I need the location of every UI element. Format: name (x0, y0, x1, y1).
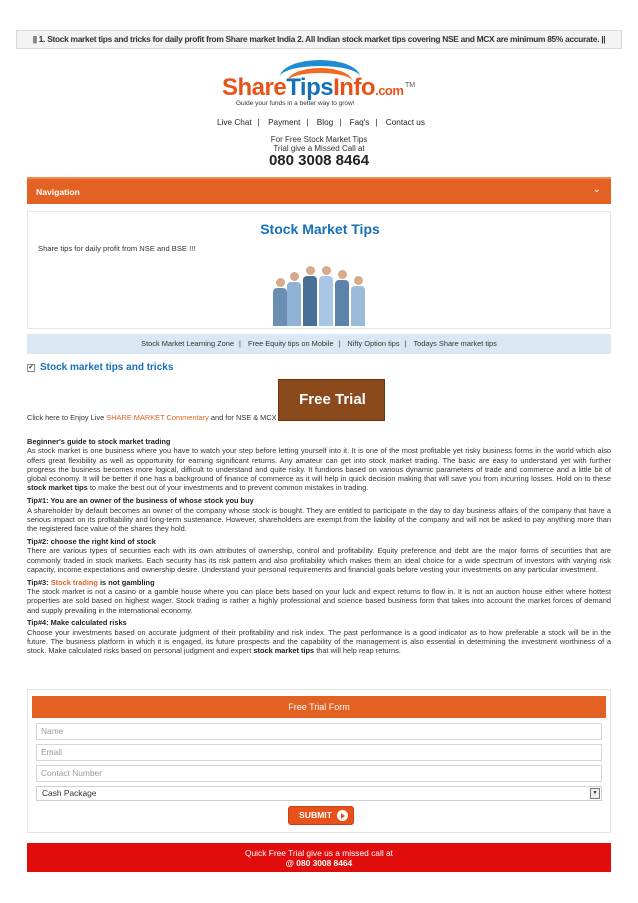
nifty-option-tips-link[interactable]: Nifty Option tips (347, 339, 400, 348)
commentary-link[interactable]: SHARE MARKET Commentary (106, 413, 209, 422)
equity-tips-mobile-link[interactable]: Free Equity tips on Mobile (247, 339, 334, 348)
tip-2-paragraph: There are various types of securities each with its own attributes of ownership, control and profitability. Equity preference and debt are the major forms of securities that are commonly traded in stock markets. Each security has its risk pattern and also profitability which makes them an ideal choice for a wide spectrum of investors with varying risk capacity, income expectations and ownership desire. Understand your personal requirements and financial goals before vesting your investments on any particular investment. (27, 546, 611, 574)
contact-number-field[interactable]: Contact Number (36, 765, 602, 782)
hero-subtitle: Share tips for daily profit from NSE and BSE !!! (38, 244, 196, 253)
top-links: Live Chat | Payment | Blog | Faq's | Contact us (217, 118, 425, 127)
payment-link[interactable]: Payment (268, 118, 301, 127)
missed-call-banner[interactable] (27, 843, 611, 872)
stock-tips-link-2[interactable]: stock market tips (253, 646, 315, 656)
free-trial-form (27, 689, 611, 833)
tip-3-paragraph: The stock market is not a casino or a gamble house where you can place bets based on your luck and expect returns to flow in. It is not an auction house either where hottest properties are sold based on highest wager. Stock trading is rather a highly professional and science based business form that takes into account the market forces of demand and supply prevailing in the international economy. (27, 586, 611, 615)
promo-line-2: Trial give a Missed Call at (273, 144, 365, 153)
promo-phone: 080 3008 8464 (268, 152, 370, 169)
faqs-link[interactable]: Faq's (349, 118, 370, 127)
checkbox-icon: ✓ (28, 364, 34, 371)
tip-2-heading: Tip#2: choose the right kind of stock (27, 536, 156, 546)
logo-tagline: Guide your funds in a better way to grow! (236, 100, 355, 107)
quick-links-bar: Stock Market Learning Zone | Free Equity tips on Mobile | Nifty Option tips | Todays Share market tips (27, 334, 611, 354)
business-people-image (273, 264, 373, 328)
form-title: Free Trial Form (32, 696, 606, 718)
contact-us-link[interactable]: Contact us (385, 118, 425, 127)
hero-title: Stock Market Tips (260, 221, 380, 237)
logo-tm: TM (405, 82, 416, 89)
commentary-promo: Click here to Enjoy Live SHARE MARKET Commentary and for NSE & MCX (27, 413, 277, 422)
play-icon (337, 810, 348, 821)
section-heading: ✓ Stock market tips and tricks (28, 362, 174, 373)
hero-panel (27, 211, 611, 329)
free-trial-banner[interactable]: Free Trial (278, 379, 385, 421)
live-chat-link[interactable]: Live Chat (217, 118, 252, 127)
email-field[interactable]: Email (36, 744, 602, 761)
ticker-banner: || 1. Stock market tips and tricks for daily profit from Share market India 2. All Indian stock market tips covering NSE and MCX are minimum 85% accurate. || (16, 30, 622, 49)
todays-share-tips-link[interactable]: Todays Share market tips (413, 339, 497, 348)
navigation-bar[interactable] (27, 177, 611, 204)
learning-zone-link[interactable]: Stock Market Learning Zone (141, 339, 234, 348)
article-body (27, 437, 611, 656)
stock-tips-link[interactable]: stock market tips (27, 483, 88, 493)
dropdown-arrow-icon[interactable]: ▼ (590, 788, 600, 799)
article-heading: Beginner's guide to stock market trading (27, 437, 171, 446)
submit-button[interactable]: SUBMIT (288, 806, 354, 825)
article-paragraph: As stock market is one business where you have to watch your step before letting yourself into it. It is one of the most profitable yet risky business forms in the world which also offers great flexibility as well as opportunity for earning significant returns. Any amateur can get into stock market trading. The basic are easy to understand yet with further progress the business becomes more logical, difficult to understand and quite risky. It fundions based on various dynamic parameters of trade and commerce and a little bit of global economy. It will be better if one has a background of finance of commerce as it will help in quick decision making that will save you from incurring losses. Hold on to these stock market tips to make the best out of your investments and to prevent common mistakes in trading. (27, 446, 611, 493)
promo-line-1: For Free Stock Market Tips (270, 135, 368, 144)
name-field[interactable]: Name (36, 723, 602, 740)
site-logo[interactable] (222, 60, 422, 112)
blog-link[interactable]: Blog (316, 118, 334, 127)
tip-3-heading: Tip#3: Stock trading is not gambling (27, 577, 155, 587)
logo-wordmark: ShareTipsInfo.com (222, 74, 404, 101)
navigation-label: Navigation (36, 187, 80, 197)
missed-call-line-1: Quick Free Trial give us a missed call at (244, 848, 393, 858)
missed-call-line-2: @ 080 3008 8464 (285, 858, 353, 868)
package-select[interactable]: Cash Package ▼ (36, 786, 602, 801)
tip-1-heading: Tip#1: You are an owner of the business of whose stock you buy (27, 496, 254, 506)
tip-4-heading: Tip#4: Make calculated risks (27, 618, 127, 628)
stock-trading-link[interactable]: Stock trading (50, 577, 98, 587)
tip-1-paragraph: A shareholder by default becomes an owner of the company whose stock is bought. They are entitled to participate in the day to day business affairs of the company that have a serious impact on its profitability and long-term sustenance. However, shareholders are exempt from the liability of the company and will not be asked to pay anything more than the registered face value of the shares they hold. (27, 505, 611, 534)
chevron-down-icon[interactable]: ⌄ (592, 184, 601, 195)
tip-4-paragraph: Choose your investments based on accurate judgment of their profitability and risk index. The past performance is a good indicator as to how preferable a stock will be in the future. The business platform in which it is engaged, its future prospects and the capability of the management is also essential in determining the investment worthiness of a stock. Make calculated risks based on personal judgment and expert stock market tips that will help reap returns. (27, 627, 611, 656)
